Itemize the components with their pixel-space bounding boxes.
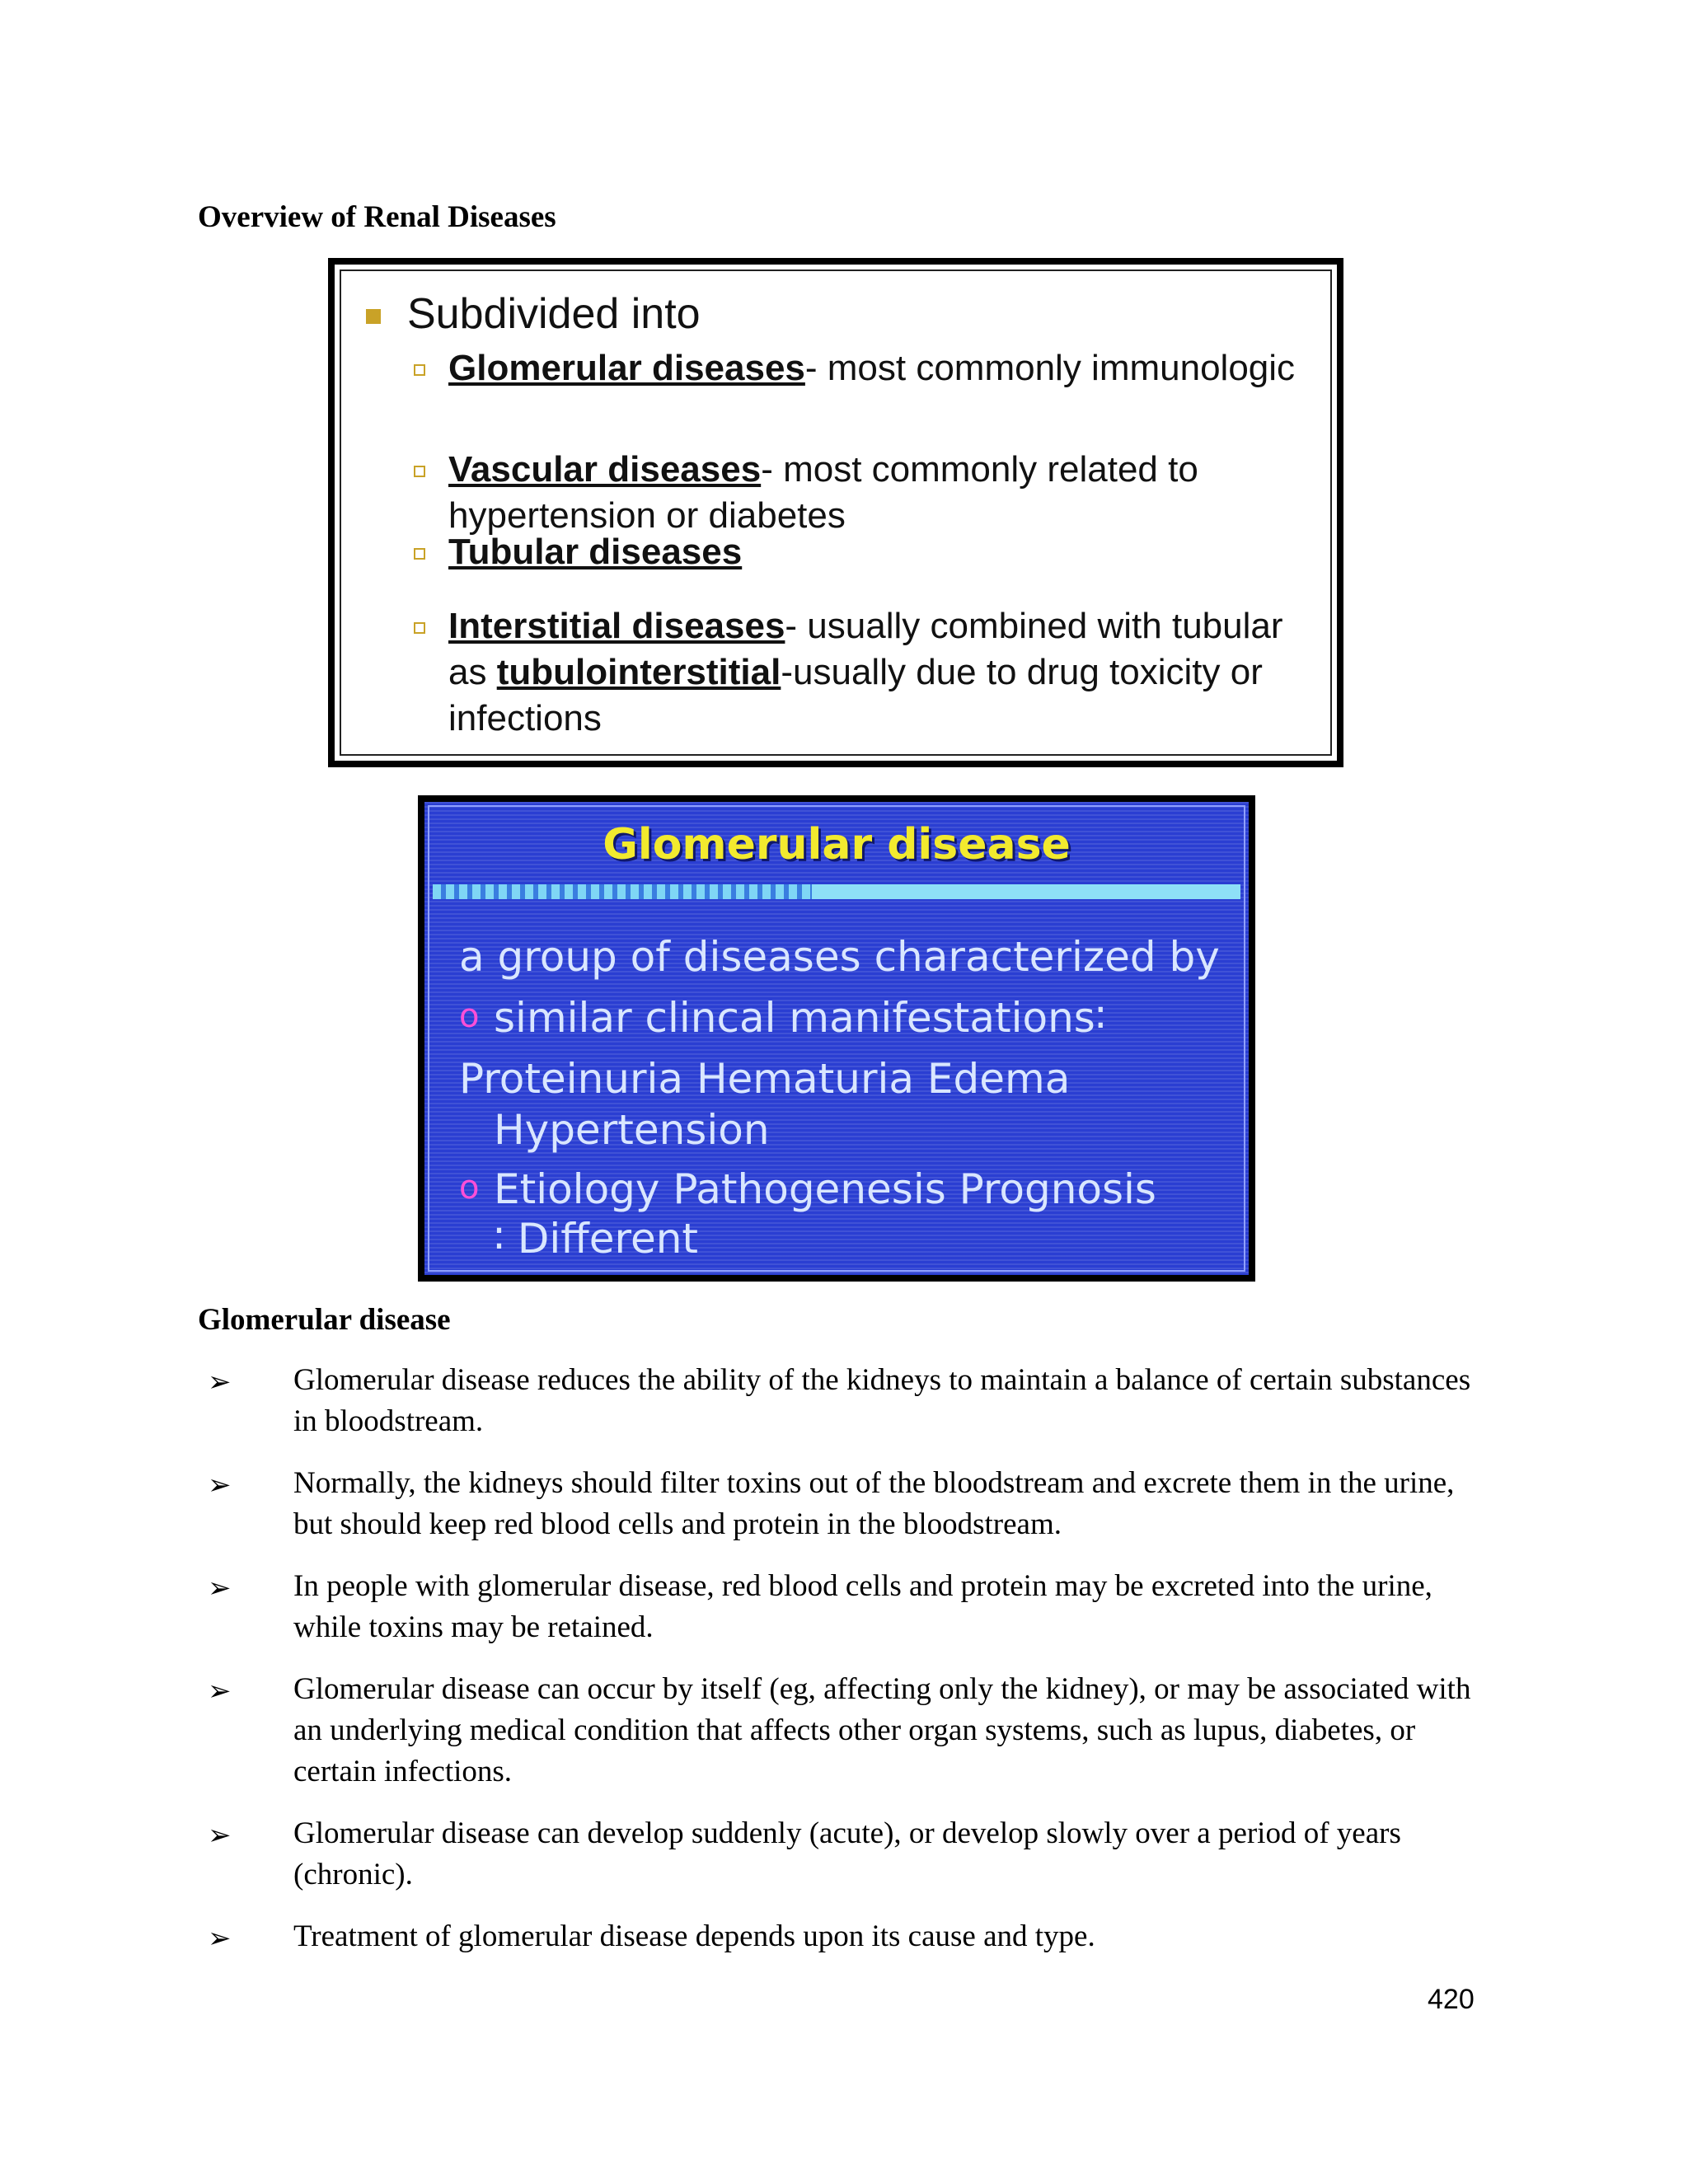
slide-item-glomerular <box>448 345 1322 391</box>
slide-item-description: - most commonly immunologic <box>804 348 1296 388</box>
hollow-square-bullet-icon <box>414 548 425 560</box>
arrow-bullet-icon: ➢ <box>208 1922 232 1955</box>
bullet-list <box>208 1360 1500 1978</box>
section-heading-overview: Overview of Renal Diseases <box>198 200 556 234</box>
slide-line-3: Proteinuria Hematuria Edema <box>459 1055 1071 1103</box>
list-item-text: Glomerular disease can occur by itself (eg, affecting only the kidney), or may be associated with an underlying medical condition that affects other organ systems, such as lupus, diabetes, or certain infections. <box>293 1672 1471 1788</box>
slide-subdivided-into <box>328 258 1343 767</box>
list-item <box>208 1566 1500 1648</box>
list-item <box>208 1463 1500 1545</box>
slide-item-vascular <box>448 447 1322 539</box>
slide-line-5: Etiology Pathogenesis Prognosis <box>494 1165 1156 1213</box>
slide-item-tubular <box>448 529 1322 575</box>
slide-item-term: Interstitial diseases <box>448 606 785 646</box>
hollow-square-bullet-icon <box>414 622 425 634</box>
list-item-text: Treatment of glomerular disease depends upon its cause and type. <box>293 1919 1095 1953</box>
list-item <box>208 1813 1500 1896</box>
hollow-square-bullet-icon <box>414 364 425 376</box>
arrow-bullet-icon: ➢ <box>208 1572 232 1605</box>
arrow-bullet-icon: ➢ <box>208 1366 232 1399</box>
slide-glomerular-disease <box>418 795 1255 1282</box>
circle-bullet-icon: o <box>459 997 480 1035</box>
list-item <box>208 1360 1500 1442</box>
arrow-bullet-icon: ➢ <box>208 1819 232 1852</box>
slide-item-description: - most commonly related to hypertension or diabetes <box>448 449 1198 536</box>
section-heading-glomerular: Glomerular disease <box>198 1303 451 1337</box>
slide-item-description: - usually combined with tubular as <box>448 606 1283 692</box>
list-item-text: Glomerular disease reduces the ability of the kidneys to maintain a balance of certain substances in bloodstream. <box>293 1363 1471 1438</box>
square-bullet-icon <box>366 309 381 324</box>
slide-line-2: similar clincal manifestations∶ <box>494 994 1106 1042</box>
slide-line-6: ∶ Different <box>494 1215 699 1263</box>
hollow-square-bullet-icon <box>414 466 425 477</box>
slide-item-term: Glomerular diseases <box>448 348 805 388</box>
slide-line-1: a group of diseases characterized by <box>459 933 1220 981</box>
slide-item-term: Tubular diseases <box>448 532 743 572</box>
list-item-text: Normally, the kidneys should filter toxins out of the bloodstream and excrete them in the urine, but should keep red blood cells and protein in the bloodstream. <box>293 1466 1455 1541</box>
list-item-text: Glomerular disease can develop suddenly (acute), or develop slowly over a period of years (chronic). <box>293 1816 1401 1891</box>
list-item <box>208 1916 1500 1957</box>
list-item-text: In people with glomerular disease, red blood cells and protein may be excreted into the urine, while toxins may be retained. <box>293 1569 1432 1644</box>
circle-bullet-icon: o <box>459 1169 480 1207</box>
slide-item-description-secondary: -usually due to drug toxicity or infections <box>448 652 1263 738</box>
page-number: 420 <box>1428 1984 1475 2015</box>
slide-item-term-secondary: tubulointerstitial <box>496 652 781 692</box>
slide-line-4: Hypertension <box>494 1106 770 1154</box>
arrow-bullet-icon: ➢ <box>208 1675 232 1708</box>
arrow-bullet-icon: ➢ <box>208 1469 232 1502</box>
slide-inner-frame <box>340 269 1332 756</box>
slide-title: Glomerular disease <box>603 820 1071 869</box>
slide-item-term: Vascular diseases <box>448 449 762 490</box>
list-item <box>208 1669 1500 1793</box>
slide-item-interstitial <box>448 603 1322 742</box>
slide-title: Subdivided into <box>407 290 701 338</box>
decorative-divider-bar-highlight <box>812 884 1240 899</box>
